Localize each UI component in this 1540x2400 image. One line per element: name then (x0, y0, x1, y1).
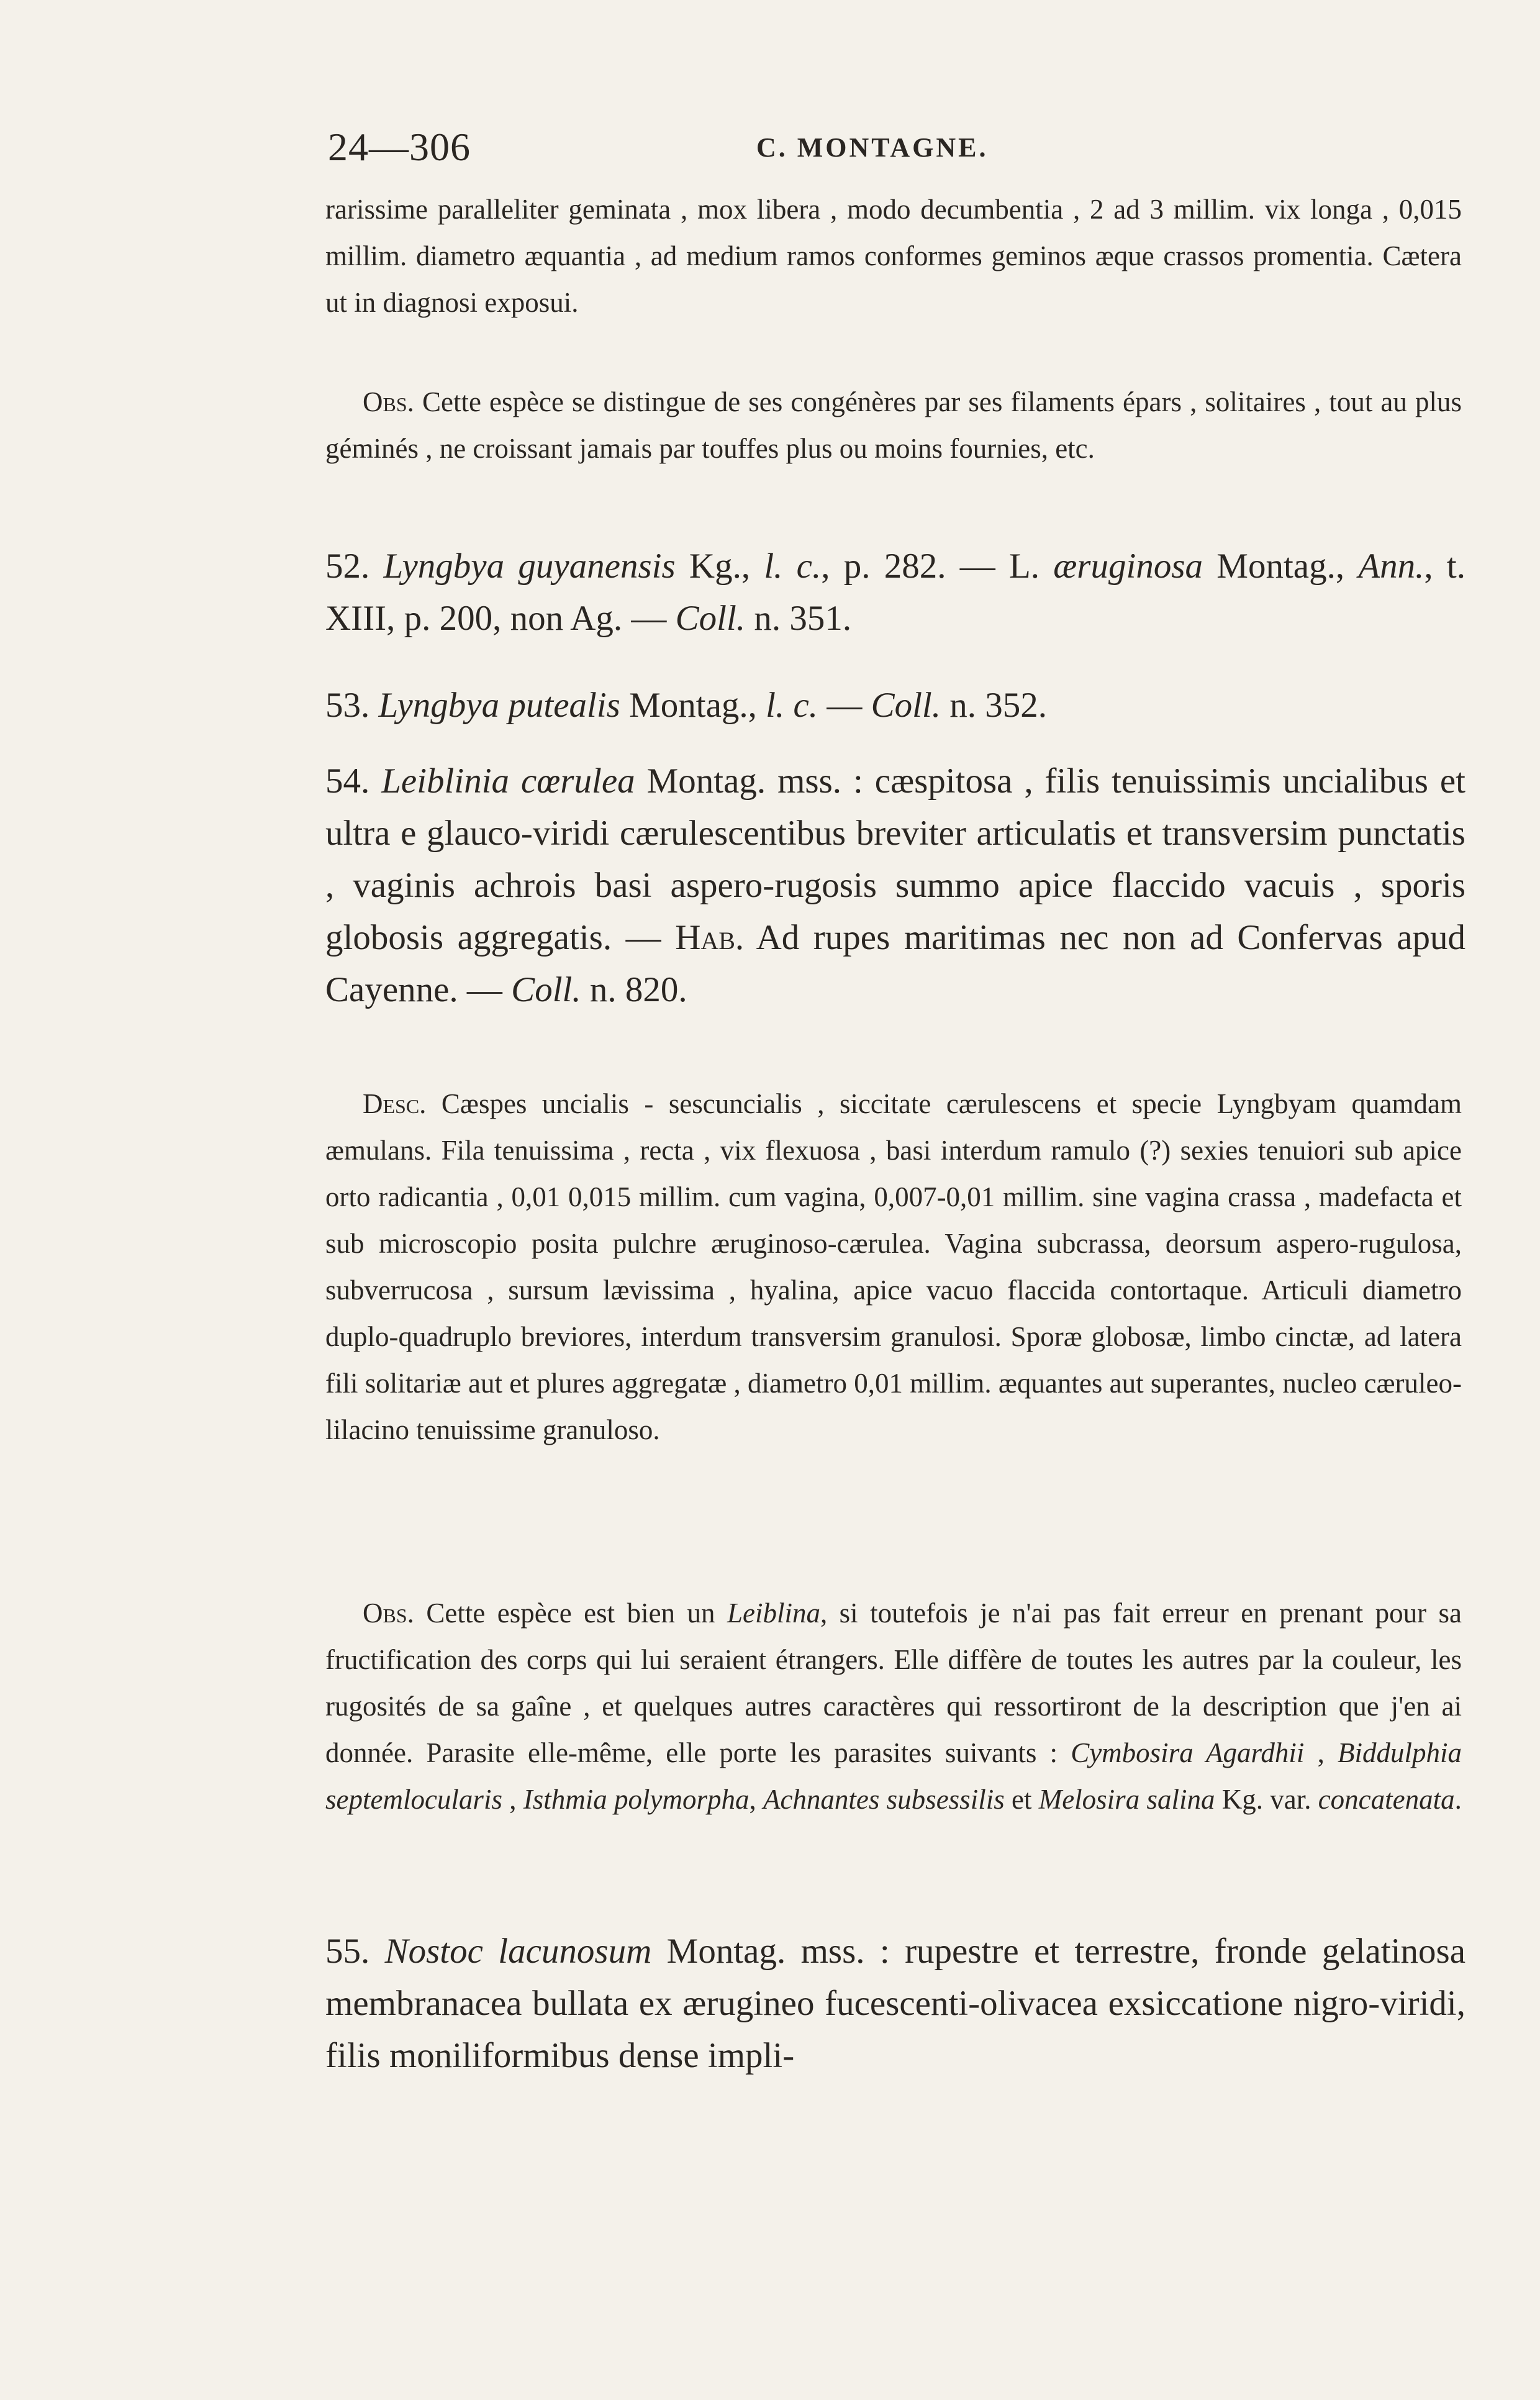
page-number: 24—306 (328, 125, 471, 169)
desc-label: Desc. (363, 1088, 427, 1119)
entry-number: 54. (325, 761, 370, 801)
species-name: Nostoc lacunosum (384, 1932, 652, 1971)
parasite-name: Biddulphia septemlocularis (325, 1737, 1462, 1815)
entry-number: 53. (325, 686, 370, 725)
species-name: Leiblinia cœrulea (381, 761, 635, 801)
parasite-name: Achnantes subsessilis (763, 1784, 1005, 1815)
entry-54: 54. Leiblinia cœrulea Montag. mss. : cæspitosa , filis tenuissimis uncialibus et ultra e glauco-viridi cærulescentibus breviter articulatis et transversim punctatis , vaginis achrois basi aspero-rugosis summo apice flaccido vacuis , sporis globosis aggregatis. — Hab. Ad rupes maritimas nec non ad Confervas apud Cayenne. — Coll. n. 820. (325, 755, 1465, 1016)
entry-53: 53. Lyngbya putealis Montag., l. c. — Coll. n. 352. (325, 680, 1465, 732)
parasite-name: Melosira salina (1038, 1784, 1215, 1815)
obs-paragraph-2: Obs. Cette espèce est bien un Leiblina, si toutefois je n'ai pas fait erreur en prenant pour sa fructification des corps qui lui seraient étrangers. Elle diffère de toutes les autres par la couleur, les rugosités de sa gaîne , et quelques autres caractères qui ressortiront de la description que j'en ai donnée. Parasite elle-même, elle porte les parasites suivants : Cymbosira Agardhii , Biddulphia septemlocularis , Isthmia polymorpha, Achnantes subsessilis et Melosira salina Kg. var. concatenata. (325, 1598, 1462, 1815)
hab-label: Hab. (675, 918, 745, 957)
species-name-synonym: æruginosa (1053, 547, 1203, 586)
entry-number: 52. (325, 547, 370, 586)
entry-55: 55. Nostoc lacunosum Montag. mss. : rupestre et terrestre, fronde gelatinosa membranacea bullata ex ærugineo fucescenti-olivacea exsiccatione nigro-viridi, filis moniliformibus dense impli- (325, 1925, 1465, 2082)
page-header (328, 124, 1464, 174)
parasite-name: Cymbosira Agardhii (1071, 1737, 1305, 1768)
obs-text: Cette espèce se distingue de ses congénères par ses filaments épars , solitaires , tout au plus géminés , ne croissant jamais par touffes plus ou moins fournies, etc. (325, 386, 1462, 464)
species-name: Lyngbya putealis (378, 686, 620, 725)
obs-label: Obs. (363, 1598, 414, 1629)
description-paragraph: Desc. Cæspes uncialis - sescuncialis , siccitate cærulescens et specie Lyngbyam quamdam æmulans. Fila tenuissima , recta , vix flexuosa , basi interdum ramulo (?) sexies tenuiori sub apice orto radicantia , 0,01 0,015 millim. cum vagina, 0,007-0,01 millim. sine vagina crassa , madefacta et sub microscopio posita pulchre æruginoso-cærulea. Vagina subcrassa, deorsum aspero-rugulosa, subverrucosa , sursum lævissima , hyalina, apice vacuo flaccida contortaque. Articuli diametro duplo-quadruplo breviores, interdum transversim granulosi. Sporæ globosæ, limbo cinctæ, ad latera fili solitariæ aut et plures aggregatæ , diametro 0,01 millim. æquantes aut superantes, nucleo cæruleo-lilacino tenuissime granuloso. (325, 1088, 1462, 1445)
obs-label: Obs. (363, 386, 414, 417)
parasite-name: Isthmia polymorpha (523, 1784, 750, 1815)
intro-paragraph: rarissime paralleliter geminata , mox libera , modo decumbentia , 2 ad 3 millim. vix longa , 0,015 millim. diametro æquantia , ad medium ramos conformes geminos æque crassos promentia. Cætera ut in diagnosi exposui. (325, 194, 1462, 318)
species-name: Lyngbya guyanensis (383, 547, 676, 586)
obs-paragraph-1 (325, 379, 1462, 472)
running-head: C. MONTAGNE. (756, 132, 989, 163)
entry-number: 55. (325, 1932, 370, 1971)
entry-52: 52. Lyngbya guyanensis Kg., l. c., p. 282. — L. æruginosa Montag., Ann., t. XIII, p. 200, non Ag. — Coll. n. 351. (325, 540, 1465, 645)
parasite-name: concatenata (1318, 1784, 1455, 1815)
